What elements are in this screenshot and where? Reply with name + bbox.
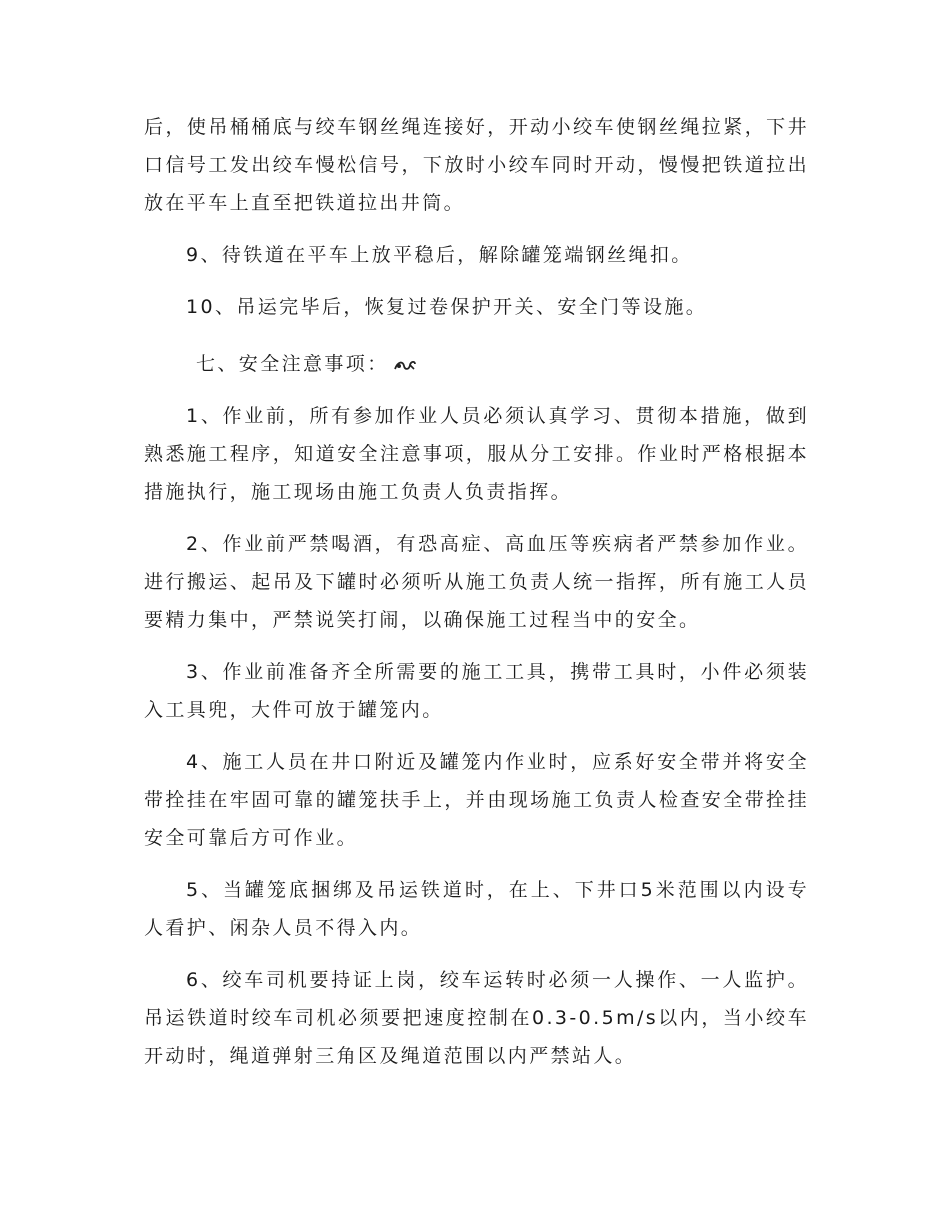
continuation-paragraph: 后，使吊桶桶底与绞车钢丝绳连接好，开动小绞车使钢丝绳拉紧，下井口信号工发出绞车慢松信号，下放时小绞车同时开动，慢慢把铁道拉出放在平车上直至把铁道拉出井筒。 bbox=[144, 116, 809, 214]
safety-item-6: 6、绞车司机要持证上岗，绞车运转时必须一人操作、一人监护。吊运铁道时绞车司机必须要把速度控制在0.3-0.5m/s以内，当小绞车开动时，绳道弹射三角区及绳道范围以内严禁站人。 bbox=[144, 969, 809, 1067]
safety-item-5: 5、当罐笼底捆绑及吊运铁道时，在上、下井口5米范围以内设专人看护、闲杂人员不得入内。 bbox=[144, 879, 809, 939]
safety-item-2: 2、作业前严禁喝酒，有恐高症、高血压等疾病者严禁参加作业。进行搬运、起吊及下罐时必须听从施工负责人统一指挥，所有施工人员要精力集中，严禁说笑打闹，以确保施工过程当中的安全。 bbox=[144, 533, 809, 631]
step-10-paragraph: 10、吊运完毕后，恢复过卷保护开关、安全门等设施。 bbox=[186, 296, 708, 318]
step-9-paragraph: 9、待铁道在平车上放平稳后，解除罐笼端钢丝绳扣。 bbox=[186, 244, 693, 266]
document-body bbox=[144, 108, 809, 1089]
section-heading-text: 七、安全注意事项： bbox=[196, 353, 389, 375]
section-heading bbox=[144, 345, 809, 383]
safety-item-4: 4、施工人员在井口附近及罐笼内作业时，应系好安全带并将安全带拴挂在牢固可靠的罐笼扶手上，并由现场施工负责人检查安全带拴挂安全可靠后方可作业。 bbox=[144, 751, 809, 849]
safety-item-1: 1、作业前，所有参加作业人员必须认真学习、贯彻本措施，做到熟悉施工程序，知道安全注意事项，服从分工安排。作业时严格根据本措施执行，施工现场由施工负责人负责指挥。 bbox=[144, 405, 809, 503]
safety-item-3: 3、作业前准备齐全所需要的施工工具，携带工具时，小件必须装入工具兜，大件可放于罐笼内。 bbox=[144, 661, 809, 721]
scroll-flourish-icon bbox=[393, 357, 417, 373]
